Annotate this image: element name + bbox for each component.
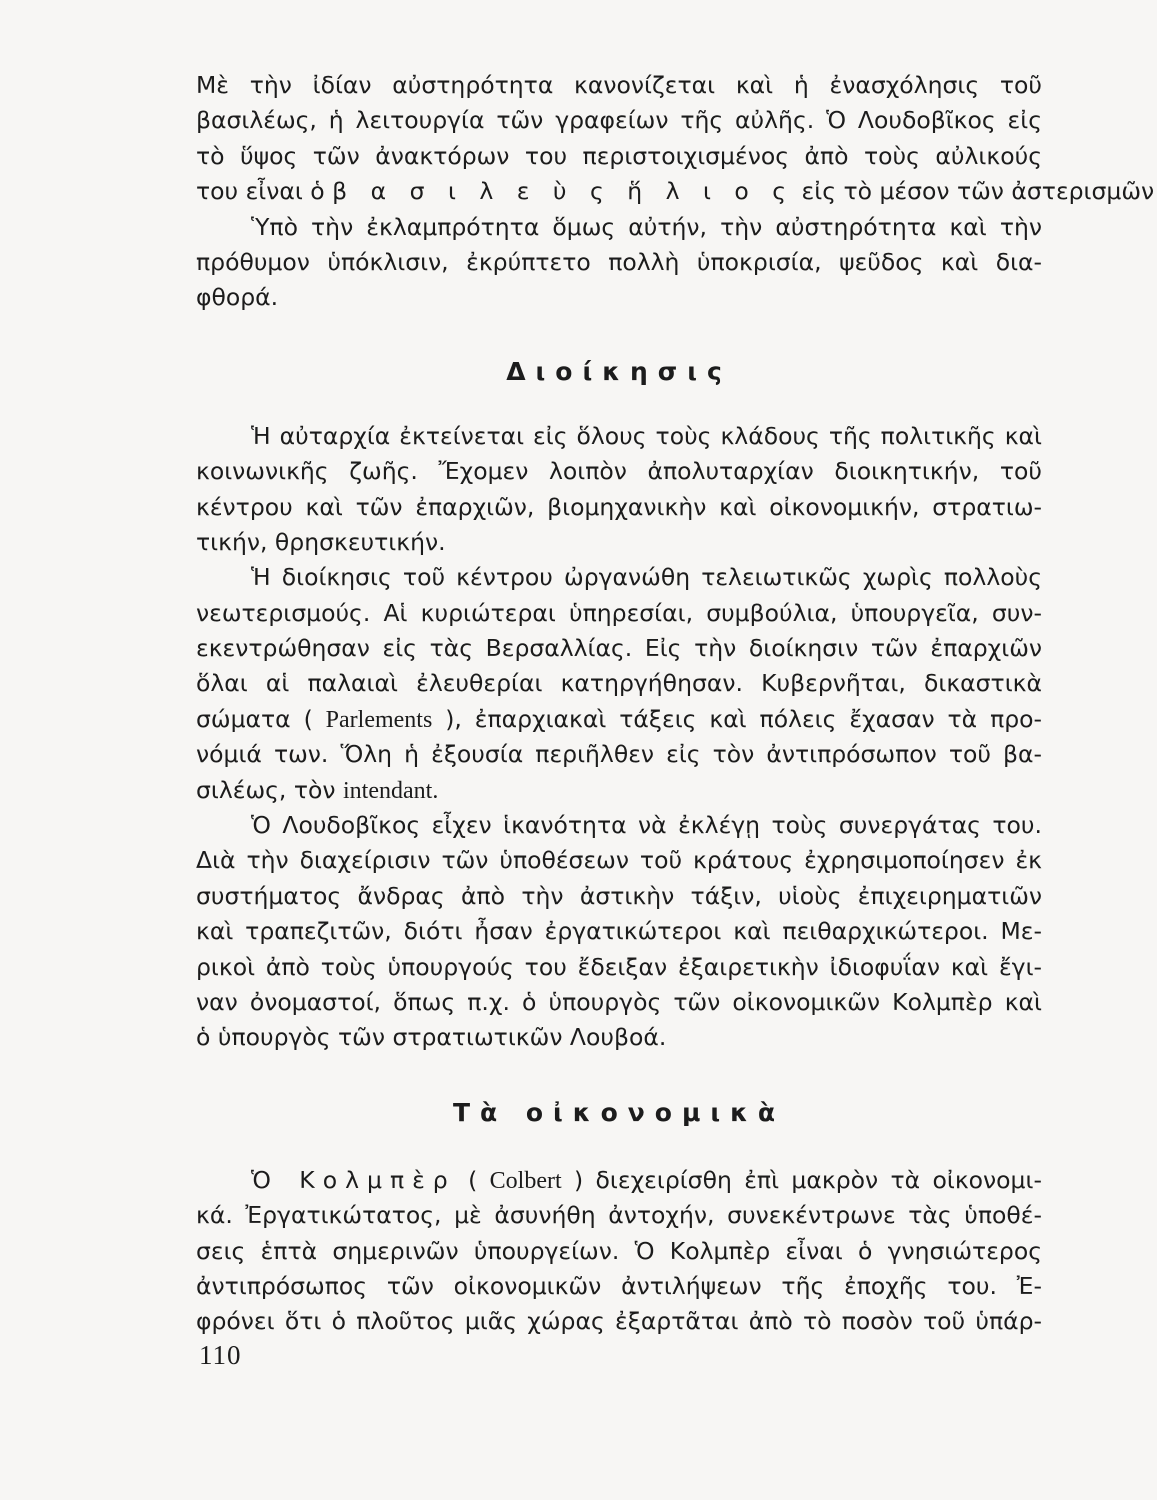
text-line: τὸ ὕψος τῶν ἀνακτόρων του περιστοιχισμένος ἀπὸ τοὺς αὐλικούς [196, 141, 1042, 170]
latin-term-parlements: Parlements [325, 706, 433, 733]
paragraph-2 [196, 419, 1042, 561]
page-body [196, 68, 1155, 1340]
text-line: νόμιά των. Ὅλη ἡ ἐξουσία περιῆλθεν εἰς τὸν ἀντιπρόσωπον τοῦ βα- [196, 740, 1042, 769]
page-number: 110 [199, 1340, 242, 1370]
text-line: νεωτερισμούς. Αἱ κυριώτεραι ὑπηρεσίαι, συμβούλια, ὑπουργεῖα, συν- [196, 598, 1042, 627]
text-run: ), ἐπαρχιακαὶ τάξεις καὶ πόλεις ἔχασαν τὰ προ- [445, 704, 1042, 733]
text-line: Ὑπὸ τὴν ἐκλαμπρότητα ὅμως αὐτήν, τὴν αὐστηρότητα καὶ τὴν [251, 212, 1042, 241]
text-line: Ὁ Λουδοβῖκος εἶχεν ἱκανότητα νὰ ἐκλέγῃ τοὺς συνεργάτας του. [251, 811, 1042, 840]
text-line: συστήματος ἄνδρας ἀπὸ τὴν ἀστικὴν τάξιν, υἱοὺς ἐπιχειρηματιῶν [196, 881, 1042, 910]
latin-term-intendant: intendant. [343, 777, 439, 804]
text-line: εκεντρώθησαν εἰς τὰς Βερσαλλίας. Εἰς τὴν διοίκησιν τῶν ἐπαρχιῶν [196, 634, 1042, 663]
text-run: ) διεχειρίσθη ἐπὶ μακρὸν τὰ οἰκονομι- [574, 1165, 1042, 1194]
text-run: σώματα ( [196, 704, 313, 733]
text-line: Ἡ αὐταρχία ἐκτείνεται εἰς ὅλους τοὺς κλάδους τῆς πολιτικῆς καὶ [251, 421, 1042, 450]
text-run: ( [468, 1165, 478, 1194]
paragraph-3 [196, 560, 1042, 808]
section-heading-administration: Διοίκησις [506, 356, 732, 386]
text-line: πρόθυμον ὑπόκλισιν, ἐκρύπτετο πολλὴ ὑποκρισία, ψεῦδος καὶ δια- [196, 247, 1042, 276]
paragraph-1 [196, 68, 1155, 316]
text-line-mixed [196, 702, 1042, 737]
text-line: τικήν, θρησκευτικήν. [196, 527, 446, 556]
text-line: φθορά. [196, 283, 279, 312]
text-line: ὅλαι αἱ παλαιαὶ ἐλευθερίαι κατηργήθησαν. Κυβερνῆται, δικαστικὰ [196, 669, 1042, 698]
section-heading-economics: Τὰ οἰκονομικὰ [452, 1097, 786, 1127]
text-line: ρικοὶ ἀπὸ τοὺς ὑπουργούς του ἔδειξαν ἐξαιρετικὴν ἰδιοφυΐαν καὶ ἔγι- [196, 952, 1042, 981]
text-line: βασιλέως, ἡ λειτουργία τῶν γραφείων τῆς αὐλῆς. Ὁ Λουδοβῖκος εἰς [196, 106, 1042, 135]
paragraph-5 [196, 1163, 1042, 1340]
text-line-spaced [196, 174, 1155, 209]
text-line: Μὲ τὴν ἰδίαν αὐστηρότητα κανονίζεται καὶ ἡ ἐνασχόλησις τοῦ [196, 71, 1042, 99]
text-line: κά. Ἐργατικώτατος, μὲ ἀσυνήθη ἀντοχήν, συνεκέντρωνε τὰς ὑποθέ- [196, 1201, 1042, 1230]
text-line: Ἡ διοίκησις τοῦ κέντρου ὠργανώθη τελειωτικῶς χωρὶς πολλοὺς [251, 563, 1042, 592]
text-line: κοινωνικῆς ζωῆς. Ἔχομεν λοιπὸν ἀπολυταρχίαν διοικητικήν, τοῦ [196, 457, 1042, 486]
text-line: ἀντιπρόσωπος τῶν οἰκονομικῶν ἀντιλήψεων τῆς ἐποχῆς του. Ἐ- [196, 1271, 1042, 1300]
emphasized-name-colbert: Ὁ Κολμπὲρ [251, 1165, 456, 1194]
text-line: κέντρου καὶ τῶν ἐπαρχιῶν, βιομηχανικὴν καὶ οἰκονομικήν, στρατιω- [196, 492, 1042, 521]
text-run: του εἶναι ὁ [196, 177, 325, 206]
text-run: εἰς τὸ μέσον τῶν ἀστερισμῶν [801, 177, 1155, 206]
text-line: σεις ἑπτὰ σημερινῶν ὑπουργείων. Ὁ Κολμπὲρ εἶναι ὁ γνησιώτερος [196, 1236, 1042, 1265]
text-line: φρόνει ὅτι ὁ πλοῦτος μιᾶς χώρας ἐξαρτᾶται ἀπὸ τὸ ποσὸν τοῦ ὑπάρ- [196, 1307, 1042, 1336]
text-line-mixed [196, 773, 1042, 808]
text-line-mixed [196, 1163, 1042, 1198]
text-line: ναν ὀνομαστοί, ὅπως π.χ. ὁ ὑπουργὸς τῶν οἰκονομικῶν Κολμπὲρ καὶ [196, 987, 1042, 1016]
paragraph-4 [196, 808, 1042, 1056]
text-run: σιλέως, τὸν [196, 775, 336, 804]
latin-term-colbert: Colbert [489, 1167, 562, 1194]
text-line: καὶ τραπεζιτῶν, διότι ἦσαν ἐργατικώτεροι καὶ πειθαρχικώτεροι. Με- [196, 917, 1042, 946]
text-line: ὁ ὑπουργὸς τῶν στρατιωτικῶν Λουβοά. [196, 1023, 667, 1052]
text-line: Διὰ τὴν διαχείρισιν τῶν ὑποθέσεων τοῦ κράτους ἐχρησιμοποίησεν ἐκ [196, 846, 1042, 875]
emphasized-phrase: β α σ ι λ ε ὺ ς ἥ λ ι ο ς [332, 177, 795, 206]
